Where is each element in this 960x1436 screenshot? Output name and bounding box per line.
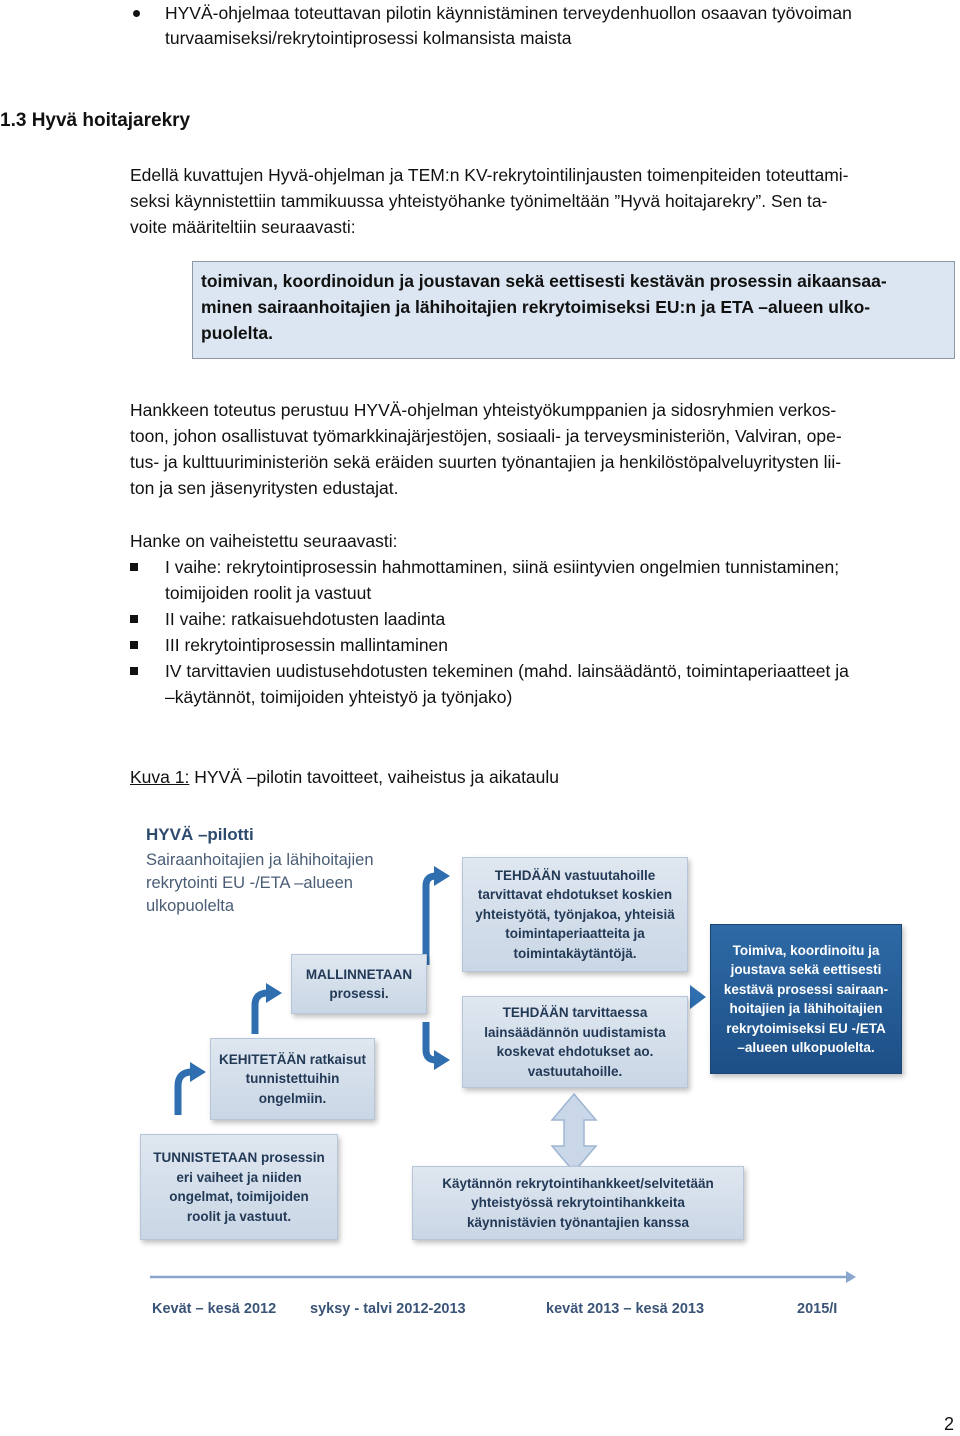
body-line-3: tus- ja kulttuuriministeriön sekä eräiden suurten työnantajien ja henkilöstöpalveluyritysten lii- [130, 452, 842, 472]
phase-4-line-2: –käytännöt, toimijoiden yhteistyö ja työnjako) [165, 687, 513, 707]
caption-text: HYVÄ –pilotin tavoitteet, vaiheistus ja aikataulu [189, 767, 560, 787]
goal-line-2: minen sairaanhoitajien ja lähihoitajien rekrytoimiseksi EU:n ja ETA –alueen ulko- [201, 297, 871, 317]
timeline-label-4: 2015/I [797, 1301, 838, 1317]
phase-2-line-1: II vaihe: ratkaisuehdotusten laadinta [165, 609, 446, 629]
diagram-subtitle-line-3: ulkopuolelta [146, 897, 235, 915]
timeline-label-3: kevät 2013 – kesä 2013 [546, 1301, 705, 1317]
box-tavoite [710, 924, 902, 1074]
goal-line-3: puolelta. [201, 323, 273, 343]
timeline-label-2: syksy - talvi 2012-2013 [310, 1301, 466, 1317]
diagram-title: HYVÄ –pilotti [146, 825, 254, 844]
body-line-4: ton ja sen jäsenyritysten edustajat. [130, 478, 399, 498]
phase-1-line-2: toimijoiden roolit ja vastuut [165, 583, 372, 603]
box-tehdaan-vastuutahoille [462, 857, 688, 972]
phase-4-line-1: IV tarvittavien uudistusehdotusten tekeminen (mahd. lainsäädäntö, toimintaperiaatteet ja [165, 661, 849, 681]
phase-3-line-1: III rekrytointiprosessin mallintaminen [165, 635, 449, 655]
section-heading: 1.3 Hyvä hoitajarekry [0, 110, 191, 131]
box-mallinnetaan [291, 954, 427, 1014]
arrowhead-2 [266, 983, 282, 1003]
box-kaytannon [412, 1166, 744, 1240]
top-bullet-line-1: HYVÄ-ohjelmaa toteuttavan pilotin käynnistäminen terveydenhuollon osaavan työvoiman [165, 3, 852, 23]
box-tavoite-text: Toimiva, koordinoitu ja joustava sekä eettisesti kestävä prosessi sairaan- hoitajien ja lähihoitajien rekrytoimiseksi EU -/ETA –alueen ulkopuolelta. [723, 942, 889, 1055]
phases-intro: Hanke on vaiheistettu seuraavasti: [130, 531, 398, 551]
box-tehdaan-lainsaadanto [462, 996, 688, 1088]
body-line-1: Hankkeen toteutus perustuu HYVÄ-ohjelman yhteistyökumppanien ja sidosryhmien verkos- [130, 400, 837, 420]
box-tehdaan-vastuutahoille-text: TEHDÄÄN vastuutahoille tarvittavat ehdotukset koskien yhteistyötä, työnjakoa, yhteisiä toimintaperiaatteita ja toimintakäytäntöjä. [475, 867, 675, 961]
page-number: 2 [944, 1414, 955, 1434]
intro-line-1: Edellä kuvattujen Hyvä-ohjelman ja TEM:n KV-rekrytointilinjausten toimenpiteiden toteuttami- [130, 165, 849, 185]
intro-line-3: voite määriteltiin seuraavasti: [130, 217, 356, 237]
goal-line-1: toimivan, koordinoidun ja joustavan sekä eettisesti kestävän prosessin aikaansaa- [201, 271, 887, 291]
caption-label: Kuva 1: [130, 767, 190, 787]
top-bullet-line-2: turvaamiseksi/rekrytointiprosessi kolmansista maista [165, 28, 572, 48]
curved-arrow-3 [426, 876, 436, 965]
box-tunnistetaan-text: TUNNISTETAAN prosessin eri vaiheet ja niiden ongelmat, toimijoiden roolit ja vastuut. [153, 1150, 325, 1224]
phase-1-line-1: I vaihe: rekrytointiprosessin hahmottaminen, siinä esiintyvien ongelmien tunnistaminen; [165, 557, 840, 577]
box-mallinnetaan-text: MALLINNETAAN prosessi. [305, 966, 413, 1001]
box-kehitetaan-text: KEHITETÄÄN ratkaisut tunnistettuihin ongelmiin. [218, 1051, 367, 1106]
box-tehdaan-lainsaadanto-text: TEHDÄÄN tarvittaessa lainsäädännön uudistamista koskevat ehdotukset ao. vastuutahoille. [484, 1005, 666, 1079]
box-kehitetaan [210, 1038, 375, 1120]
timeline-label-1: Kevät – kesä 2012 [152, 1301, 277, 1317]
arrowhead-3 [434, 866, 450, 886]
box-kaytannon-text: Käytännön rekrytointihankkeet/selvitetään yhteistyössä rekrytointihankkeita käynnistävien työnantajien kanssa [442, 1175, 714, 1230]
timeline-arrowhead [846, 1271, 856, 1283]
box-tunnistetaan [140, 1134, 338, 1240]
body-line-2: toon, johon osallistuvat työmarkkinajärjestöjen, sosiaali- ja terveysministeriön, Valviran, ope- [130, 426, 842, 446]
arrowhead-1 [190, 1062, 206, 1082]
double-arrow-icon [552, 1094, 596, 1172]
arrowhead-4 [434, 1050, 450, 1070]
right-arrowhead [690, 985, 706, 1009]
diagram-subtitle-line-2: rekrytointi EU -/ETA –alueen [146, 874, 353, 892]
curved-arrow-1 [178, 1072, 192, 1115]
intro-line-2: seksi käynnistettiin tammikuussa yhteistyöhanke työnimeltään ”Hyvä hoitajarekry”. Sen ta- [130, 191, 828, 211]
diagram-subtitle-line-1: Sairaanhoitajien ja lähihoitajien [146, 851, 374, 869]
